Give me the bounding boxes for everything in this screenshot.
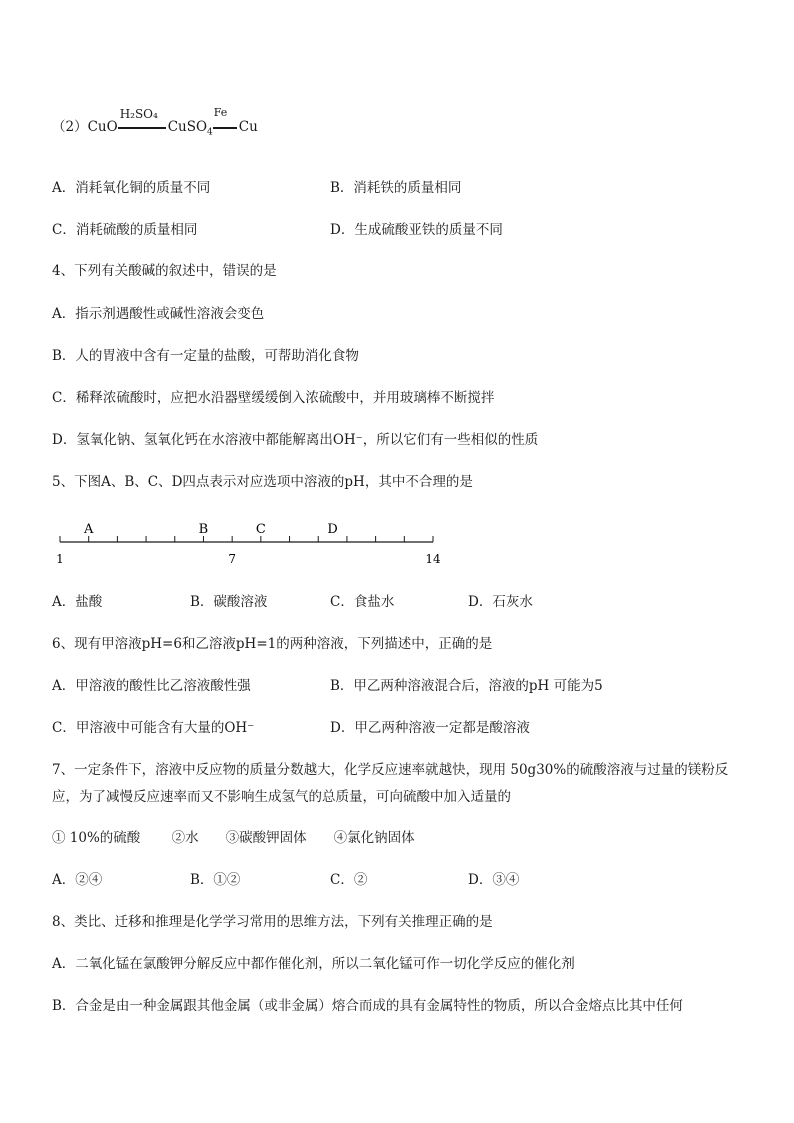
ph-scale-ticks [60,536,433,542]
q6-option-a: A．甲溶液的酸性比乙溶液酸性强 [52,678,251,694]
ph-point-c: C [255,522,266,537]
q4-option-c: C．稀释浓硫酸时，应把水沿器壁缓缓倒入浓硫酸中，并用玻璃棒不断搅拌 [52,390,495,406]
q5-stem: 5、下图A、B、C、D四点表示对应选项中溶液的pH，其中不合理的是 [52,474,473,490]
q6-option-d: D．甲乙两种溶液一定都是酸溶液 [330,720,530,736]
equation-product-1-subscript: 4 [207,127,213,138]
q4-option-a: A．指示剂遇酸性或碱性溶液会变色 [52,306,265,322]
q5-option-c: C．食盐水 [330,594,395,610]
ph-point-b: B [198,522,209,537]
q3-option-c: C．消耗硫酸的质量相同 [52,222,198,238]
ph-min-label: 1 [56,552,64,566]
q6-option-b: B．甲乙两种溶液混合后，溶液的pH 可能为5 [330,678,603,694]
equation-prefix: （2）CuO [52,119,118,135]
q7-option-a: A．②④ [52,872,103,888]
q6-stem: 6、现有甲溶液pH=6和乙溶液pH=1的两种溶液，下列描述中，正确的是 [52,636,493,652]
equation-product-1: CuSO [167,119,208,135]
reaction-arrow-1 [118,107,168,134]
ph-mid-label: 7 [228,552,236,566]
q5-option-d: D．石灰水 [468,594,533,610]
arrow-shaft-1 [118,127,166,129]
q3-option-a: A．消耗氧化铜的质量不同 [52,180,211,196]
q3-option-b: B．消耗铁的质量相同 [330,180,462,196]
q4-option-b: B．人的胃液中含有一定量的盐酸，可帮助消化食物 [52,348,359,364]
q6-option-c: C．甲溶液中可能含有大量的OH⁻ [52,720,255,736]
ph-max-label: 14 [425,552,441,566]
q4-option-d: D．氢氧化钠、氢氧化钙在水溶液中都能解离出OH⁻，所以它们有一些相似的性质 [52,432,539,448]
arrow-reagent-1: H₂SO₄ [119,107,158,121]
arrow-reagent-2: Fe [213,106,228,119]
q3-option-d: D．生成硫酸亚铁的质量不同 [330,222,503,238]
q5-option-b: B．碳酸溶液 [190,594,268,610]
q7-option-d: D．③④ [468,872,520,888]
equation-product-2: Cu [238,119,258,135]
q7-items: ① 10%的硫酸 ②水 ③碳酸钾固体 ④氯化钠固体 [52,830,415,846]
q7-stem: 7、一定条件下，溶液中反应物的质量分数越大，化学反应速率就越快，现用 50g30%的硫酸溶液与过量的镁粉反应，为了减慢反应速率而又不影响生成氢气的总质量，可向硫酸中加入适量的 [52,762,729,805]
reaction-arrow-2 [213,106,239,134]
ph-point-a: A [83,522,94,537]
q4-stem: 4、下列有关酸碱的叙述中，错误的是 [52,263,277,279]
q8-option-a: A．二氧化锰在氯酸钾分解反应中都作催化剂，所以二氧化锰可作一切化学反应的催化剂 [52,956,575,972]
q5-option-a: A．盐酸 [52,594,103,610]
equation-2 [52,106,258,142]
q7-option-b: B．①② [190,872,241,888]
q7-option-c: C．② [330,872,368,888]
ph-scale-diagram [52,516,452,572]
q8-option-b: B．合金是由一种金属跟其他金属（或非金属）熔合而成的具有金属特性的物质，所以合金熔点比其中任何 [52,998,683,1014]
q8-stem: 8、类比、迁移和推理是化学学习常用的思维方法，下列有关推理正确的是 [52,914,493,930]
ph-point-d: D [327,522,338,537]
arrow-shaft-2 [213,127,237,129]
